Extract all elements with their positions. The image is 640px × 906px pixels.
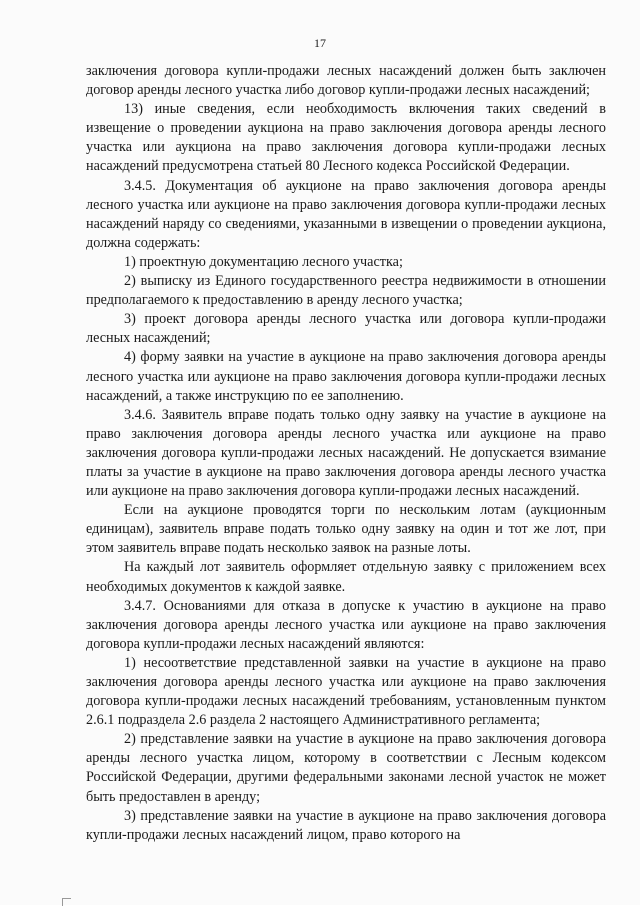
paragraph: 3) представление заявки на участие в аукционе на право заключения договора купли-продажи лесных насаждений лицом, право которого на	[86, 807, 606, 843]
paragraph: 3) проект договора аренды лесного участка или договора купли-продажи лесных насаждений;	[86, 311, 606, 347]
paragraph: 3.4.5. Документация об аукционе на право заключения договора аренды лесного участка или аукционе на право заключения договора купли-продажи лесных насаждений наряду со сведениями, указанными в извещении о проведении аукциона, должна содержать:	[86, 177, 606, 251]
paragraph: 13) иные сведения, если необходимость включения таких сведений в извещение о проведении аукциона на право заключения договора аренды лесного участка или аукциона на право заключения договора купли-продажи лесных насаждений предусмотрена статьей 80 Лесного кодекса Российской Федерации.	[86, 101, 606, 175]
paragraph: 4) форму заявки на участие в аукционе на право заключения договора аренды лесного участка или аукционе на право заключения договора купли-продажи лесных насаждений, а также инструкцию по ее заполнению.	[86, 349, 606, 404]
page-number: 17	[314, 36, 326, 50]
paragraph: 3.4.6. Заявитель вправе подать только одну заявку на участие в аукционе на право заключения договора аренды лесного участка или аукционе на право заключения договора купли-продажи лесных насаждений. Не допускается взимание платы за участие в аукционе на право заключения договора аренды лесного участка или аукционе на право заключения договора купли-продажи лесных насаждений.	[86, 406, 606, 500]
paragraph: 3.4.7. Основаниями для отказа в допуске к участию в аукционе на право заключения договора аренды лесного участка или аукционе на право заключения договора купли-продажи лесных насаждений являются:	[86, 597, 606, 652]
paragraph: На каждый лот заявитель оформляет отдельную заявку с приложением всех необходимых документов к каждой заявке.	[86, 559, 606, 595]
paragraph: 1) несоответствие представленной заявки на участие в аукционе на право заключения договора аренды лесного участка или аукционе на право заключения договора купли-продажи лесных насаждений требованиям, установленным пунктом 2.6.1 подраздела 2.6 раздела 2 настоящего Административного регламента;	[86, 654, 606, 729]
paragraph: 2) представление заявки на участие в аукционе на право заключения договора аренды лесного участка лицом, которому в соответствии с Лесным кодексом Российской Федерации, другими федеральными законами лесной участок не может быть предоставлен в аренду;	[86, 731, 606, 805]
paragraph: 2) выписку из Единого государственного реестра недвижимости в отношении предполагаемого к предоставлению в аренду лесного участка;	[86, 273, 606, 309]
paragraph: 1) проектную документацию лесного участка;	[124, 253, 403, 270]
paragraph: заключения договора купли-продажи лесных насаждений должен быть заключен договор аренды лесного участка либо договор купли-продажи лесных насаждений;	[86, 63, 606, 99]
document-body	[86, 62, 606, 845]
paragraph: Если на аукционе проводятся торги по нескольким лотам (аукционным единицам), заявитель вправе подать только одну заявку на один и тот же лот, при этом заявитель вправе подать несколько заявок на разные лоты.	[86, 502, 606, 557]
